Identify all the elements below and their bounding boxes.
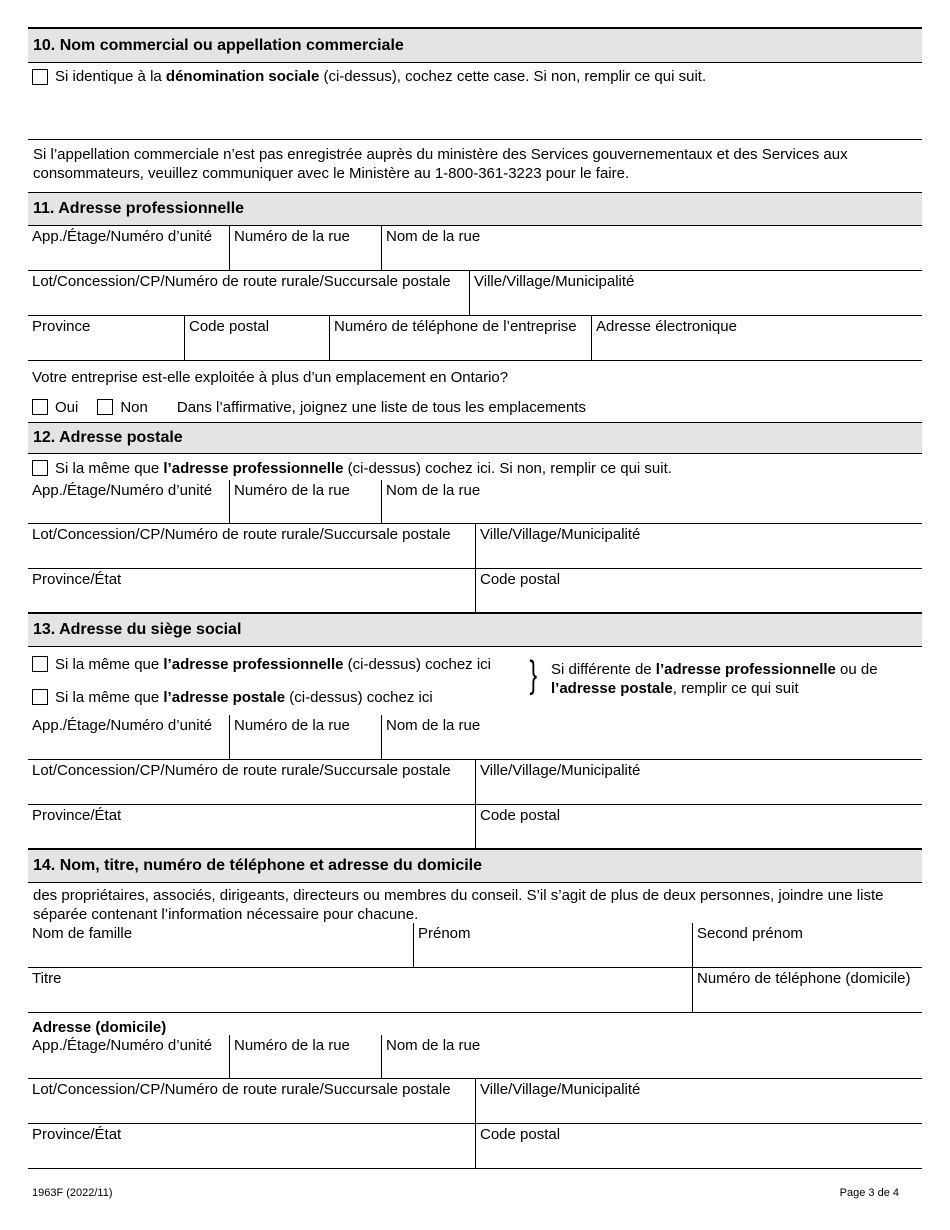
head-office-lot-field[interactable]: Lot/Concession/CP/Numéro de route rurale/Succursale postale bbox=[32, 762, 451, 779]
page-number: Page 3 de 4 bbox=[839, 1187, 899, 1199]
form-id: 1963F (2022/11) bbox=[32, 1187, 113, 1199]
mailing-province-field[interactable]: Province/État bbox=[32, 571, 122, 588]
mailing-street-number-field[interactable]: Numéro de la rue bbox=[229, 480, 381, 523]
mailing-city-field[interactable]: Ville/Village/Municipalité bbox=[475, 524, 922, 568]
business-phone-field[interactable]: Numéro de téléphone de l’entreprise bbox=[329, 316, 591, 360]
head-office-row-3 bbox=[28, 805, 922, 850]
home-lot-field[interactable]: Lot/Concession/CP/Numéro de route rurale/Succursale postale bbox=[32, 1081, 451, 1098]
multiple-locations-question bbox=[28, 361, 922, 392]
business-address-row-2 bbox=[28, 271, 922, 316]
business-address-row-1 bbox=[28, 226, 922, 271]
mailing-lot-field[interactable]: Lot/Concession/CP/Numéro de route rurale/Succursale postale bbox=[32, 526, 451, 543]
same-as-legal-name-label: Si identique à la dénomination sociale (ci-dessus), cochez cette case. Si non, remplir ce qui suit. bbox=[55, 68, 707, 85]
trade-name-note bbox=[28, 140, 922, 193]
first-name-field[interactable]: Prénom bbox=[413, 923, 692, 967]
last-name-field[interactable]: Nom de famille bbox=[32, 925, 133, 942]
business-postal-code-field[interactable]: Code postal bbox=[184, 316, 329, 360]
home-phone-field[interactable]: Numéro de téléphone (domicile) bbox=[692, 968, 922, 1012]
mailing-same-row bbox=[28, 454, 922, 480]
section-14-title: 14. Nom, titre, numéro de téléphone et adresse du domicile bbox=[33, 857, 482, 874]
same-as-legal-name-checkbox[interactable] bbox=[32, 69, 48, 85]
multiple-locations-answer-row bbox=[28, 392, 922, 423]
section-13-header bbox=[28, 614, 922, 647]
mailing-same-as-business-checkbox[interactable] bbox=[32, 460, 48, 476]
home-address-row-2 bbox=[28, 1079, 922, 1124]
head-office-postal-code-field[interactable]: Code postal bbox=[475, 805, 922, 848]
mailing-address-row-2 bbox=[28, 524, 922, 569]
same-as-legal-name-row bbox=[28, 63, 922, 88]
trade-name-note-text: Si l’appellation commerciale n’est pas enregistrée auprès du ministère des Services gouvernementaux et des Services aux consommateurs, veuillez communiquer avec le Ministère au 1-800-361-3223 pour le faire. bbox=[33, 146, 848, 182]
home-unit-field[interactable]: App./Étage/Numéro d’unité bbox=[32, 1037, 213, 1054]
business-address-row-3 bbox=[28, 316, 922, 361]
home-province-field[interactable]: Province/État bbox=[32, 1126, 122, 1143]
head-office-row-2 bbox=[28, 760, 922, 805]
mailing-address-row-3 bbox=[28, 569, 922, 614]
head-office-options bbox=[28, 647, 922, 715]
section-10-header bbox=[28, 29, 922, 63]
head-office-same-as-business-row bbox=[28, 653, 495, 675]
section-14-header bbox=[28, 850, 922, 883]
person-title-field[interactable]: Titre bbox=[32, 970, 62, 987]
section-11-header bbox=[28, 193, 922, 226]
trade-name-field[interactable] bbox=[28, 88, 922, 140]
business-street-name-field[interactable]: Nom de la rue bbox=[381, 226, 922, 270]
head-office-unit-field[interactable]: App./Étage/Numéro d’unité bbox=[32, 717, 213, 734]
business-city-field[interactable]: Ville/Village/Municipalité bbox=[469, 271, 922, 315]
head-office-same-as-mailing-row bbox=[28, 686, 437, 708]
section-13-title: 13. Adresse du siège social bbox=[33, 621, 242, 638]
yes-checkbox[interactable] bbox=[32, 399, 48, 415]
home-street-number-field[interactable]: Numéro de la rue bbox=[229, 1035, 381, 1078]
section-10-title: 10. Nom commercial ou appellation commerciale bbox=[33, 36, 404, 54]
multiple-locations-question-text: Votre entreprise est-elle exploitée à plus d’un emplacement en Ontario? bbox=[32, 369, 509, 386]
home-city-field[interactable]: Ville/Village/Municipalité bbox=[475, 1079, 922, 1123]
home-address-heading-text: Adresse (domicile) bbox=[32, 1018, 167, 1036]
head-office-same-as-mailing-checkbox[interactable] bbox=[32, 689, 48, 705]
section-11-title: 11. Adresse professionnelle bbox=[33, 200, 245, 217]
no-checkbox[interactable] bbox=[97, 399, 113, 415]
business-lot-field[interactable]: Lot/Concession/CP/Numéro de route rurale/Succursale postale bbox=[32, 273, 451, 290]
business-unit-field[interactable]: App./Étage/Numéro d’unité bbox=[32, 228, 213, 245]
home-address-row-3 bbox=[28, 1124, 922, 1169]
section-14-intro-text: des propriétaires, associés, dirigeants, directeurs ou membres du conseil. S’il s’agit de plus de deux personnes, joindre une liste séparée contenant l’information nécessaire pour chacune. bbox=[33, 887, 884, 923]
head-office-same-as-mailing-label: Si la même que l’adresse postale (ci-dessus) cochez ici bbox=[55, 688, 433, 706]
no-label: Non bbox=[120, 398, 148, 416]
if-yes-instruction: Dans l’affirmative, joignez une liste de tous les emplacements bbox=[176, 398, 586, 416]
business-email-field[interactable]: Adresse électronique bbox=[591, 316, 922, 360]
mailing-address-row-1 bbox=[28, 480, 922, 524]
middle-name-field[interactable]: Second prénom bbox=[692, 923, 922, 967]
mailing-street-name-field[interactable]: Nom de la rue bbox=[381, 480, 922, 523]
home-street-name-field[interactable]: Nom de la rue bbox=[381, 1035, 922, 1078]
mailing-unit-field[interactable]: App./Étage/Numéro d’unité bbox=[32, 482, 213, 499]
section-12-title: 12. Adresse postale bbox=[33, 429, 183, 446]
person-name-row bbox=[28, 923, 922, 968]
mailing-postal-code-field[interactable]: Code postal bbox=[475, 569, 922, 612]
head-office-same-as-business-checkbox[interactable] bbox=[32, 656, 48, 672]
mailing-same-as-business-label: Si la même que l’adresse professionnelle (ci-dessus) cochez ici. Si non, remplir ce qui suit. bbox=[55, 459, 672, 477]
home-address-heading bbox=[28, 1013, 922, 1035]
head-office-street-name-field[interactable]: Nom de la rue bbox=[381, 715, 922, 759]
head-office-instruction: Si différente de l’adresse professionnelle ou de l’adresse postale, remplir ce qui suit bbox=[551, 661, 878, 697]
business-province-field[interactable]: Province bbox=[32, 318, 91, 335]
head-office-row-1 bbox=[28, 715, 922, 760]
head-office-province-field[interactable]: Province/État bbox=[32, 807, 122, 824]
head-office-street-number-field[interactable]: Numéro de la rue bbox=[229, 715, 381, 759]
yes-label: Oui bbox=[55, 398, 79, 416]
brace-icon: } bbox=[529, 654, 538, 696]
section-14-intro bbox=[28, 883, 922, 923]
person-title-row bbox=[28, 968, 922, 1013]
section-12-header bbox=[28, 423, 922, 454]
head-office-city-field[interactable]: Ville/Village/Municipalité bbox=[475, 760, 922, 804]
head-office-same-as-business-label: Si la même que l’adresse professionnelle (ci-dessus) cochez ici bbox=[55, 655, 492, 673]
registration-form bbox=[28, 27, 922, 1169]
home-address-row-1 bbox=[28, 1035, 922, 1079]
business-street-number-field[interactable]: Numéro de la rue bbox=[229, 226, 381, 270]
home-postal-code-field[interactable]: Code postal bbox=[475, 1124, 922, 1168]
